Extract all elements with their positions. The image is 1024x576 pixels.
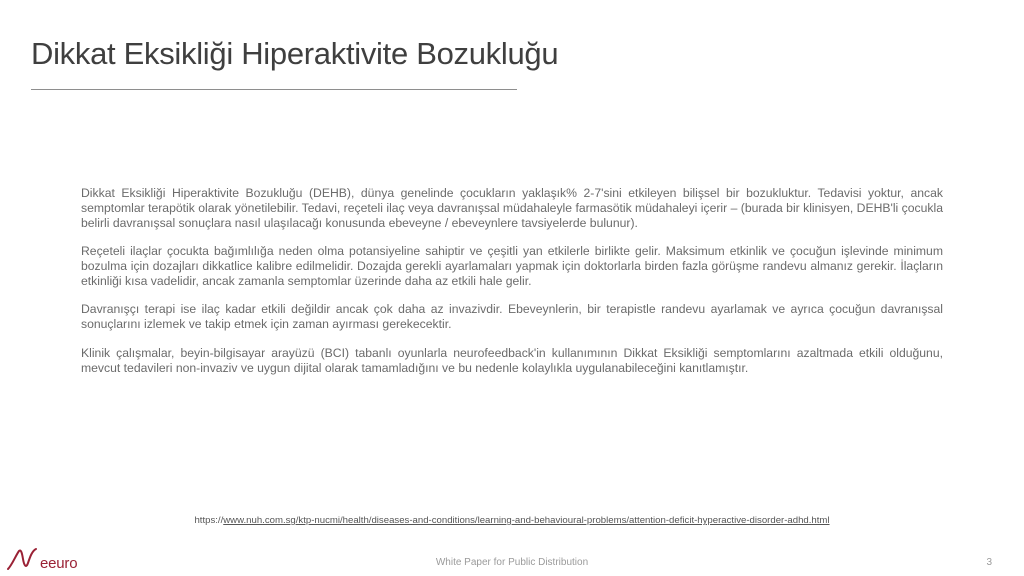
- paragraph-2: Reçeteli ilaçlar çocukta bağımlılığa neden olma potansiyeline sahiptir ve çeşitli yan etkilerle birlikte gelir. Maksimum etkinlik ve çocuğun işlevinde minimum bozulma için dozajları dikkatlice kalibre edilmelidir. Dozajda gerekli ayarlamaları yapmak için doktorlarla birden fazla görüşme randevu almanız gerekir. İlaçların etkinliği kısa vadelidir, ancak zamanla semptomlar üzerinde daha az etkili hale gelir.: [81, 244, 943, 289]
- paragraph-3: Davranışçı terapi ise ilaç kadar etkili değildir ancak çok daha az invazivdir. Ebeveynlerin, bir terapistle randevu ayarlamak ve ayrıca çocuğun davranışsal sonuçlarını izlemek ve takip etmek için zaman ayırması gerekecektir.: [81, 302, 943, 332]
- source-prefix: https://: [194, 515, 224, 526]
- source-link[interactable]: www.nuh.com.sg/ktp-nucmi/health/diseases-and-conditions/learning-and-behavioural-problems/attention-deficit-hyperactive-disorder-adhd.html: [223, 515, 830, 526]
- footer-distribution-label: White Paper for Public Distribution: [435, 557, 589, 568]
- logo-wordmark: eeuro: [40, 555, 78, 572]
- paragraph-4: Klinik çalışmalar, beyin-bilgisayar arayüzü (BCI) tabanlı oyunlarla neurofeedback'in kullanımının Dikkat Eksikliği semptomlarını azaltmada etkili olduğunu, mevcut tedavileri non-invaziv ve uygun dijital olarak tamamladığını ve bu nedenle kolaylıkla uygulanabileceğini kanıtlamıştır.: [81, 345, 943, 375]
- page-number: 3: [986, 557, 992, 568]
- slide-title: Dikkat Eksikliği Hiperaktivite Bozukluğu: [31, 36, 559, 71]
- source-citation: [0, 515, 1024, 526]
- paragraph-1: Dikkat Eksikliği Hiperaktivite Bozukluğu (DEHB), dünya genelinde çocukların yaklaşık% 2-7'sini etkileyen bilişsel bir bozukluktur. Tedavisi yoktur, ancak semptomlar terapötik olarak yönetilebilir. Tedavi, reçeteli ilaç veya davranışsal müdahaleyle farmasötik müdahaleyi içerir – (burada bir klinisyen, DEHB'li çocukla belirli davranışsal sonuçlara nasıl ulaşılacağı konusunda ebeveyne / ebeveynlere tavsiyelerde bulunur).: [81, 186, 943, 230]
- title-underline-divider: [31, 89, 517, 90]
- slide-body: [81, 186, 943, 389]
